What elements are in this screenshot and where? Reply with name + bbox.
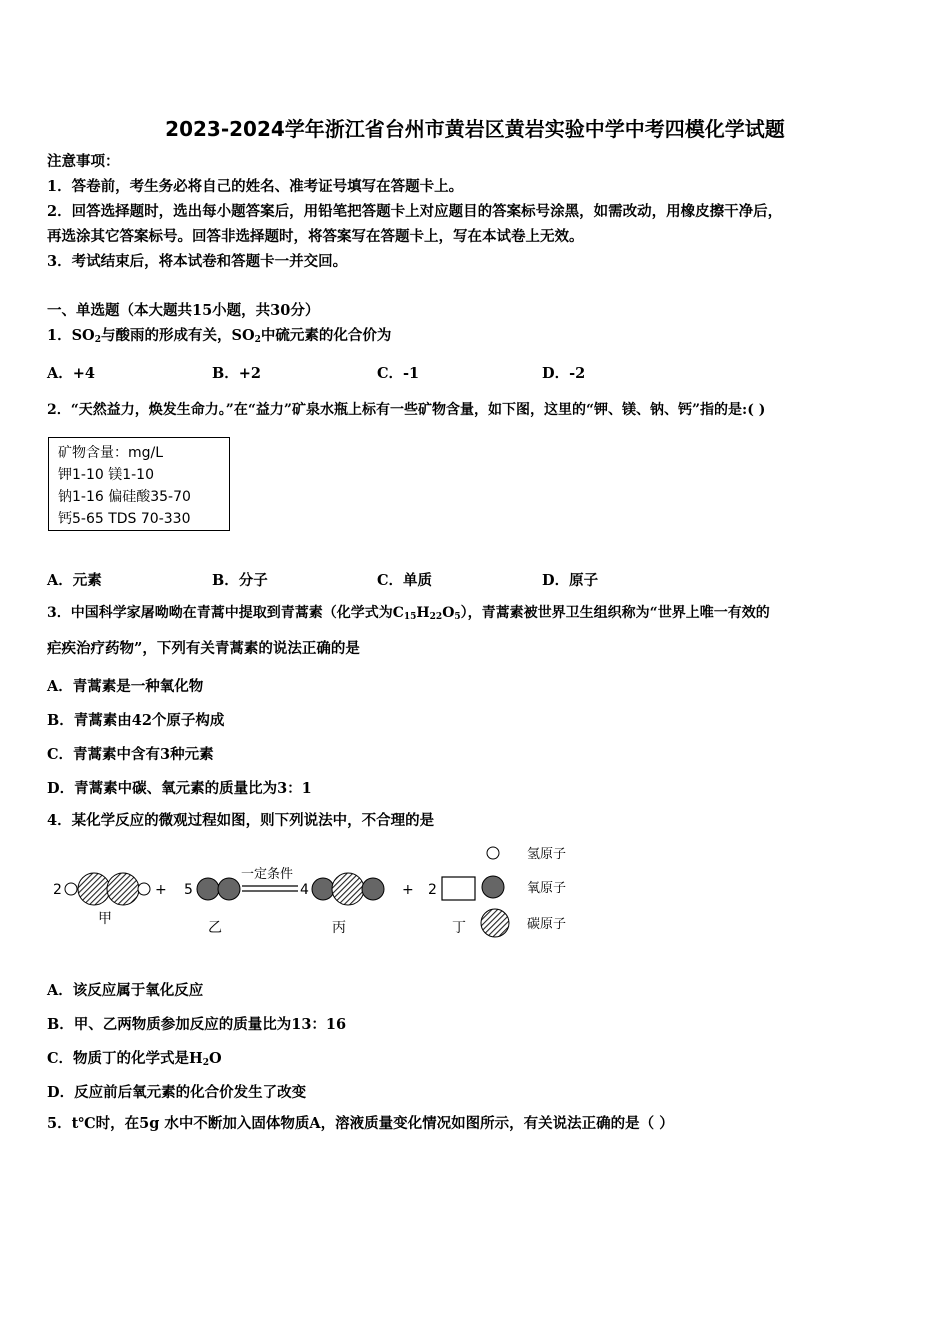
label-jia: 甲 [98, 911, 112, 927]
label-ding: 丁 [452, 920, 466, 936]
q2-option-b: B．分子 [212, 572, 268, 589]
q3-option-c: C．青蒿素中含有3种元素 [47, 746, 214, 763]
q4-option-c: C．物质丁的化学式是$H_2O$ [47, 1050, 222, 1068]
q3-option-b: B．青蒿素由42个原子构成 [47, 712, 225, 729]
exam-title: 2023-2024学年浙江省台州市黄岩区黄岩实验中学中考四模化学试题 [165, 117, 785, 141]
q4-option-d: D．反应前后氧元素的化合价发生了改变 [47, 1084, 307, 1101]
mineral-label-box [48, 437, 230, 531]
oxygen-atom [218, 878, 240, 900]
reaction-diagram [0, 835, 950, 945]
legend-carbon-label: 碳原子 [527, 917, 567, 932]
coef-yi: 5 [184, 882, 193, 898]
legend-hydrogen-label: 氢原子 [527, 847, 567, 862]
q2-option-d: D．原子 [542, 572, 599, 589]
notice-item: 再选涂其它答案标号。回答非选择题时，将答案写在答题卡上，写在本试卷上无效。 [47, 228, 584, 245]
question-3-stem-line2: 疟疾治疗药物”，下列有关青蒿素的说法正确的是 [47, 640, 360, 657]
notice-heading: 注意事项： [47, 153, 120, 170]
label-yi: 乙 [208, 920, 222, 936]
q1-option-b: B．+2 [212, 365, 261, 382]
plus-sign: + [402, 882, 414, 898]
notice-item: 2．回答选择题时，选出每小题答案后，用铅笔把答题卡上对应题目的答案标号涂黑，如需改动，用橡皮擦干净后， [47, 203, 783, 220]
legend-carbon-icon [481, 909, 509, 937]
notice-item: 1．答卷前，考生务必将自己的姓名、准考证号填写在答题卡上。 [47, 178, 464, 195]
q3-option-a: A．青蒿素是一种氧化物 [47, 678, 204, 695]
question-2-stem: 2．“天然益力，焕发生命力。”在“益力”矿泉水瓶上标有一些矿物含量，如下图，这里的“钾、镁、钠、钙”指的是:( ) [47, 402, 766, 418]
plus-sign: + [155, 882, 167, 898]
q2-option-c: C．单质 [377, 572, 433, 589]
question-5-stem: 5．t℃时，在5g 水中不断加入固体物质A，溶液质量变化情况如图所示，有关说法正确的是（ ） [47, 1115, 674, 1132]
mineral-label-line: 矿物含量：mg/L [58, 445, 164, 461]
unknown-product-box [442, 877, 475, 900]
q4-option-a: A．该反应属于氧化反应 [47, 982, 204, 999]
legend-oxygen-label: 氧原子 [527, 881, 567, 896]
question-4-stem: 4．某化学反应的微观过程如图，则下列说法中，不合理的是 [47, 812, 435, 829]
carbon-atom [107, 873, 139, 905]
carbon-atom [332, 873, 364, 905]
oxygen-atom [362, 878, 384, 900]
mineral-label-line: 钠1-16 偏硅酸35-70 [58, 489, 191, 505]
hydrogen-atom [65, 883, 77, 895]
q2-option-a: A．元素 [47, 572, 102, 589]
q4-option-b: B．甲、乙两物质参加反应的质量比为13：16 [47, 1016, 347, 1033]
legend-oxygen-icon [482, 876, 504, 898]
hydrogen-atom [138, 883, 150, 895]
legend-hydrogen-icon [487, 847, 499, 859]
q1-option-d: D．-2 [542, 365, 586, 382]
label-bing: 丙 [332, 920, 346, 936]
carbon-atom [78, 873, 110, 905]
reaction-condition: 一定条件 [241, 867, 294, 882]
q1-option-a: A．+4 [47, 365, 95, 382]
question-1-stem: 1．$SO_2$与酸雨的形成有关，$SO_2$中硫元素的化合价为 [47, 327, 392, 345]
q3-option-d: D．青蒿素中碳、氧元素的质量比为3：1 [47, 780, 312, 797]
notice-item: 3．考试结束后，将本试卷和答题卡一并交回。 [47, 253, 348, 270]
mineral-label-line: 钾1-10 镁1-10 [58, 467, 154, 483]
oxygen-atom [197, 878, 219, 900]
coef-jia: 2 [53, 882, 62, 898]
coef-ding: 2 [428, 882, 437, 898]
section-heading: 一、单选题（本大题共15小题，共30分） [47, 302, 320, 319]
q1-option-c: C．-1 [377, 365, 420, 382]
oxygen-atom [312, 878, 334, 900]
mineral-label-line: 钙5-65 TDS 70-330 [58, 511, 191, 527]
question-3-stem: 3．中国科学家屠呦呦在青蒿中提取到青蒿素（化学式为$C_{15}H_{22}O_5$），青蒿素被世界卫生组织称为“世界上唯一有效的 [47, 605, 770, 622]
coef-bing: 4 [300, 882, 309, 898]
